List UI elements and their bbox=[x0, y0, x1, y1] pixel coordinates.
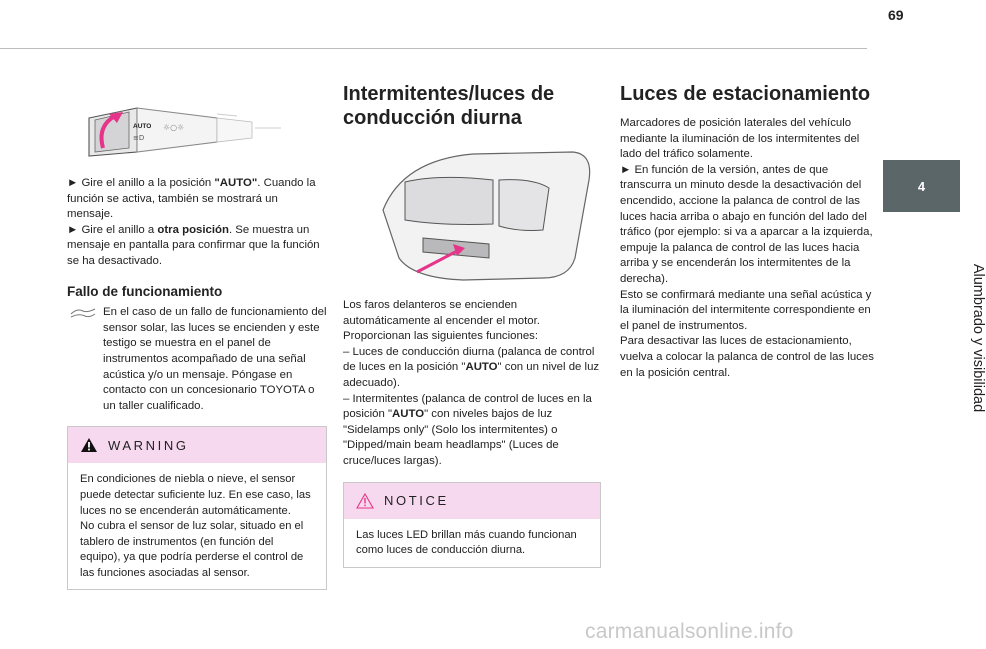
notice-title: NOTICE bbox=[384, 492, 449, 508]
column-auto-lighting bbox=[67, 90, 327, 590]
header-rule bbox=[0, 48, 867, 49]
daytime-keyword-2: AUTO bbox=[392, 408, 425, 421]
daytime-text-4: – Intermitentes (palanca de control de luces en la posición " bbox=[343, 392, 592, 421]
other-position-text-end: . Se muestra un mensaje en pantalla para confirmar que la función se ha desactivado. bbox=[67, 223, 320, 267]
notice-box bbox=[343, 482, 601, 568]
svg-text:☼○☼: ☼○☼ bbox=[163, 123, 185, 132]
other-position-keyword: otra posición bbox=[157, 223, 229, 236]
warning-box-header bbox=[68, 427, 326, 463]
chapter-tab[interactable]: 4 bbox=[883, 160, 960, 212]
daytime-keyword-1: AUTO bbox=[465, 361, 498, 374]
fault-paragraph bbox=[67, 305, 327, 414]
daytime-text-3-end: " con un nivel de luz adecuado). bbox=[343, 361, 600, 389]
other-position-text: ► Gire el anillo a bbox=[67, 223, 158, 236]
page-number: 69 bbox=[888, 7, 904, 23]
daytime-text-3: – Luces de conducción diurna (palanca de control de luces en la posición " bbox=[343, 345, 595, 374]
auto-instruction-text: ► Gire el anillo a la posición bbox=[67, 177, 215, 189]
daytime-text-4-end: " con niveles bajos de luz "Sidelamps only" (Solo los intermitentes) o "Dipped/main beam headlamps" (Luces de cruce/luces largas). bbox=[343, 408, 559, 467]
daytime-text-1: Los faros delanteros se encienden automáticamente al encender el motor. bbox=[343, 299, 540, 327]
illustration-auto-text: AUTO bbox=[133, 123, 152, 130]
parking-text-2: ► En función de la versión, antes de que transcurra un minuto desde la desactivación del encendido, accione la palanca de control de las luces hacia arriba o abajo en función del lado del tráfico (por ejemplo: si va a aparcar a la izquierda, empuje la palanca de control de las luces hacia arriba y se encenderán los intermitentes de la derecha). bbox=[620, 163, 873, 285]
notice-box-header bbox=[344, 483, 600, 519]
fault-text: En el caso de un fallo de funcionamiento del sensor solar, las luces se encienden y este testigo se muestra en el panel de instrumentos acompañado de una señal acústica y/o un mensaje. Póngase en contacto con un concesionario TOYOTA o un taller cualificado. bbox=[103, 306, 327, 412]
fault-heading: Fallo de funcionamiento bbox=[67, 283, 223, 299]
warning-triangle-icon bbox=[80, 437, 98, 453]
parking-text-1: Marcadores de posición laterales del vehículo mediante la iluminación de los intermitentes del lado del tráfico solamente. bbox=[620, 117, 860, 161]
column-daytime-lights bbox=[343, 82, 601, 568]
daytime-lights-heading: Intermitentes/luces de conducción diurna bbox=[343, 83, 555, 129]
parking-text-4: Para desactivar las luces de estacionamiento, vuelva a colocar la palanca de control de las luces en la posición central. bbox=[620, 335, 874, 379]
warning-box bbox=[67, 426, 327, 590]
warning-text-2: No cubra el sensor de luz solar, situado en el tablero de instrumentos (en función del equipo), ya que podría perderse el control de las funciones asociadas al sensor. bbox=[80, 520, 304, 579]
notice-text: Las luces LED brillan más cuando funcionan como luces de conducción diurna. bbox=[356, 528, 577, 557]
auto-instruction-text-end: . Cuando la función se activa, también se mostrará un mensaje. bbox=[67, 177, 316, 221]
auto-keyword: "AUTO" bbox=[214, 177, 258, 189]
parking-text-3: Esto se confirmará mediante una señal acústica y la iluminación del intermitente correspondiente en el panel de instrumentos. bbox=[620, 288, 872, 332]
daytime-text-2: Proporcionan las siguientes funciones: bbox=[343, 330, 539, 343]
headlamp-illustration bbox=[343, 140, 601, 290]
chapter-title: Alumbrado y visibilidad bbox=[970, 263, 986, 413]
light-stalk-illustration bbox=[67, 90, 327, 168]
warning-title: WARNING bbox=[108, 437, 189, 453]
watermark: carmanualsonline.info bbox=[585, 620, 794, 643]
column-parking-lights bbox=[620, 82, 878, 381]
svg-text:≡D: ≡D bbox=[133, 134, 145, 142]
notice-triangle-icon bbox=[356, 493, 374, 509]
warning-text-1: En condiciones de niebla o nieve, el sensor puede detectar suficiente luz. En ese caso, las luces no se encenderán automáticamente. bbox=[80, 473, 311, 517]
parking-lights-heading: Luces de estacionamiento bbox=[620, 83, 871, 105]
warning-lamp-icon bbox=[69, 307, 97, 321]
